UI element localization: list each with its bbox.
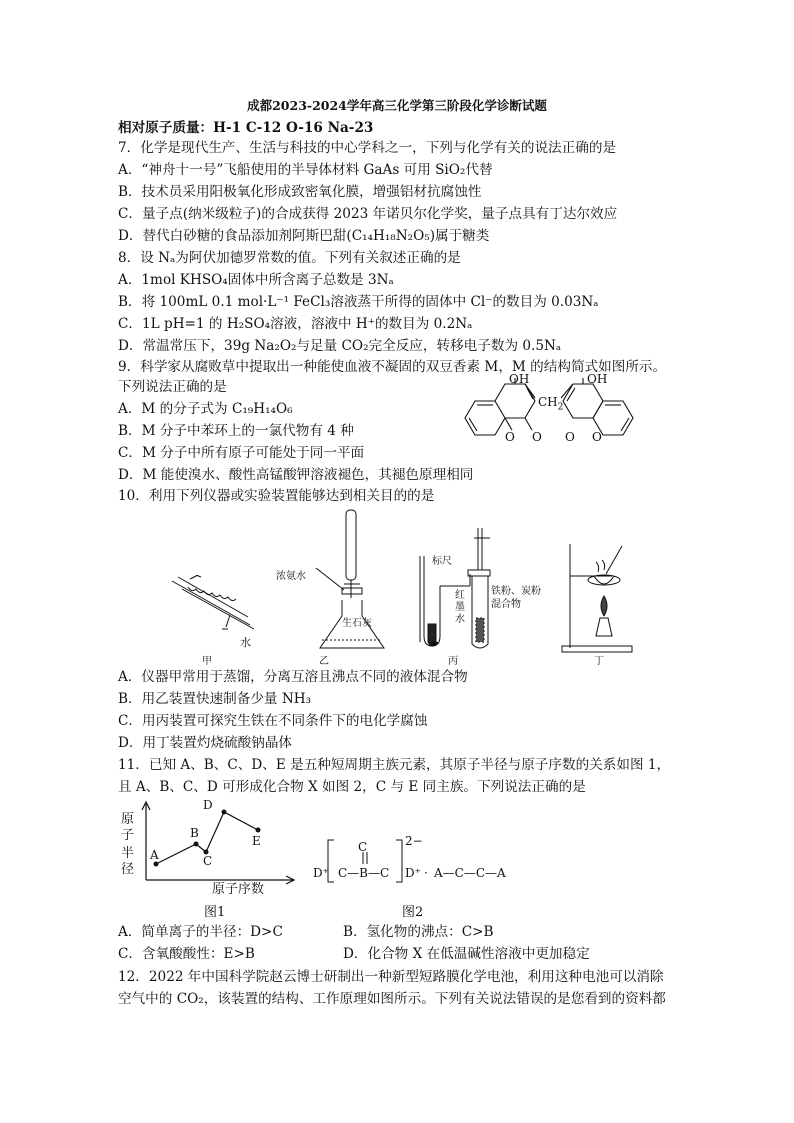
q7-option-a: A．“神舟十一号”飞船使用的半导体材料 GaAs 可用 SiO₂代替 — [118, 162, 493, 178]
q11-stem-line2: 且 A、B、C、D 可形成化合物 X 如图 2，C 与 E 同主族。下列说法正确的是 — [118, 779, 586, 795]
fig2-c-top: C — [358, 840, 368, 854]
label-red-ink-2: 墨 — [455, 602, 465, 613]
q8-option-a: A．1mol KHSO₄固体中所含离子总数是 3Nₐ — [118, 272, 394, 288]
q9-option-b: B．M 分子中苯环上的一氯代物有 4 种 — [118, 423, 354, 439]
fig1-label-d: D — [203, 798, 213, 812]
point-b — [194, 842, 199, 847]
struct-o-right-ring: O — [592, 430, 602, 444]
q12-line1: 12．2022 年中国科学院赵云博士研制出一种新型短路膜化学电池，利用这种电池可以消除 — [118, 969, 664, 985]
fig1-radius-chart — [118, 800, 298, 900]
q9-option-c: C．M 分子中所有原子可能处于同一平面 — [118, 445, 365, 461]
page-title: 成都2023-2024学年高三化学第三阶段化学诊断试题 — [247, 98, 547, 113]
q7-option-d: D．替代白砂糖的食品添加剂阿斯巴甜(C₁₄H₁₈N₂O₅)属于糖类 — [118, 228, 490, 244]
atomic-mass-line: 相对原子质量：H-1 C-12 O-16 Na-23 — [118, 120, 374, 136]
fig1-ylabel-4: 径 — [121, 862, 135, 877]
q11-option-a: A．简单离子的半径：D>C — [118, 924, 283, 940]
fig1-ylabel-2: 子 — [121, 828, 135, 843]
label-ding: 丁 — [594, 656, 604, 667]
q11-stem-line1: 11．已知 A、B、C、D、E 是五种短周期主族元素，其原子半径与原子序数的关系如图 1， — [118, 757, 671, 773]
label-ruler: 标尺 — [432, 556, 452, 567]
fig1-label-b: B — [190, 826, 199, 840]
fig1-ylabel-1: 原 — [121, 812, 135, 827]
point-e — [256, 828, 261, 833]
fig2-d-right: D⁺ — [405, 866, 421, 880]
ammonia-apparatus — [296, 508, 386, 656]
label-bing: 丙 — [448, 656, 458, 667]
label-red-ink-3: 水 — [455, 614, 465, 625]
q10-option-a: A．仪器甲常用于蒸馏，分离互溶且沸点不同的液体混合物 — [118, 669, 468, 685]
struct-o-right-carbonyl: O — [565, 430, 575, 444]
q8-stem: 8．设 Nₐ为阿伏加德罗常数的值。下列有关叙述正确的是 — [118, 250, 461, 266]
fig1-label-a: A — [150, 848, 159, 862]
fig1-xlabel: 原子序数 — [212, 882, 265, 897]
label-red-ink-1: 红 — [455, 590, 465, 601]
condenser-apparatus — [168, 575, 268, 645]
fig1-label-c: C — [203, 854, 213, 868]
fig2-dot: · — [424, 866, 428, 880]
q10-option-b: B．用乙装置快速制备少量 NH₃ — [118, 691, 312, 707]
q9-stem-line1: 9．科学家从腐败草中提取出一种能使血液不凝固的双豆香素 M，M 的结构简式如图所示。 — [118, 359, 667, 375]
fig2-tail: A—C—C—A — [434, 866, 506, 880]
fig1-ylabel-3: 半 — [121, 846, 135, 861]
q7-option-c: C．量子点(纳米级粒子)的合成获得 2023 年诺贝尔化学奖，量子点具有丁达尔效应 — [118, 206, 618, 222]
label-lime: 生石灰 — [342, 618, 372, 629]
label-ammonia: 浓氨水 — [276, 571, 306, 582]
fig2-caption: 图2 — [402, 905, 424, 920]
label-iron-carbon-2: 混合物 — [491, 599, 521, 610]
q10-option-c: C．用丙装置可探究生铁在不同条件下的电化学腐蚀 — [118, 713, 428, 729]
q8-option-d: D．常温常压下，39g Na₂O₂与足量 CO₂完全反应，转移电子数为 0.5Nₐ — [118, 338, 562, 354]
label-iron-carbon-1: 铁粉、炭粉 — [491, 586, 541, 597]
struct-oh-left: OH — [509, 372, 530, 386]
label-water: 水 — [240, 636, 251, 649]
struct-o-left-ring: O — [505, 430, 515, 444]
crucible-stand-apparatus — [560, 540, 640, 656]
fig2-d-left: D⁺ — [313, 866, 329, 880]
struct-o-left-carbonyl: O — [532, 430, 542, 444]
q9-stem-line2: 下列说法正确的是 — [118, 379, 227, 395]
label-yi: 乙 — [319, 656, 329, 667]
q11-option-d: D．化合物 X 在低温碱性溶液中更加稳定 — [343, 946, 590, 962]
struct-ch2: $CH_2$ — [538, 395, 564, 413]
q8-option-b: B．将 100mL 0.1 mol·L⁻¹ FeCl₃溶液蒸干所得的固体中 Cl⁻的数目为 0.03Nₐ — [118, 294, 599, 310]
q11-option-c: C．含氧酸酸性：E>B — [118, 946, 255, 962]
fig2-chain: C—B—C — [338, 866, 390, 880]
q12-line2: 空气中的 CO₂，该装置的结构、工作原理如图所示。下列有关说法错误的是您看到的资料都 — [118, 991, 666, 1007]
point-a — [154, 862, 159, 867]
struct-oh-right: OH — [587, 372, 608, 386]
label-jia: 甲 — [202, 656, 212, 667]
q8-option-c: C．1L pH=1 的 H₂SO₄溶液，溶液中 H⁺的数目为 0.2Nₐ — [118, 316, 473, 332]
fig2-charge: 2− — [405, 834, 423, 848]
dicoumarol-structure — [455, 378, 655, 450]
q11-option-b: B．氢化物的沸点：C>B — [343, 924, 494, 940]
q10-stem: 10．利用下列仪器或实验装置能够达到相关目的的是 — [118, 488, 435, 504]
fig1-label-e: E — [252, 834, 261, 848]
q9-option-d: D．M 能使溴水、酸性高锰酸钾溶液褪色，其褪色原理相同 — [118, 467, 474, 483]
fig1-caption: 图1 — [204, 905, 226, 920]
q7-option-b: B．技术员采用阳极氧化形成致密氧化膜，增强铝材抗腐蚀性 — [118, 184, 482, 200]
q7-stem: 7．化学是现代生产、生活与科技的中心学科之一，下列与化学有关的说法正确的是 — [118, 140, 617, 156]
q10-option-d: D．用丁装置灼烧硫酸钠晶体 — [118, 735, 293, 751]
point-d — [222, 810, 227, 815]
q9-option-a: A．M 的分子式为 C₁₉H₁₄O₆ — [118, 401, 293, 417]
